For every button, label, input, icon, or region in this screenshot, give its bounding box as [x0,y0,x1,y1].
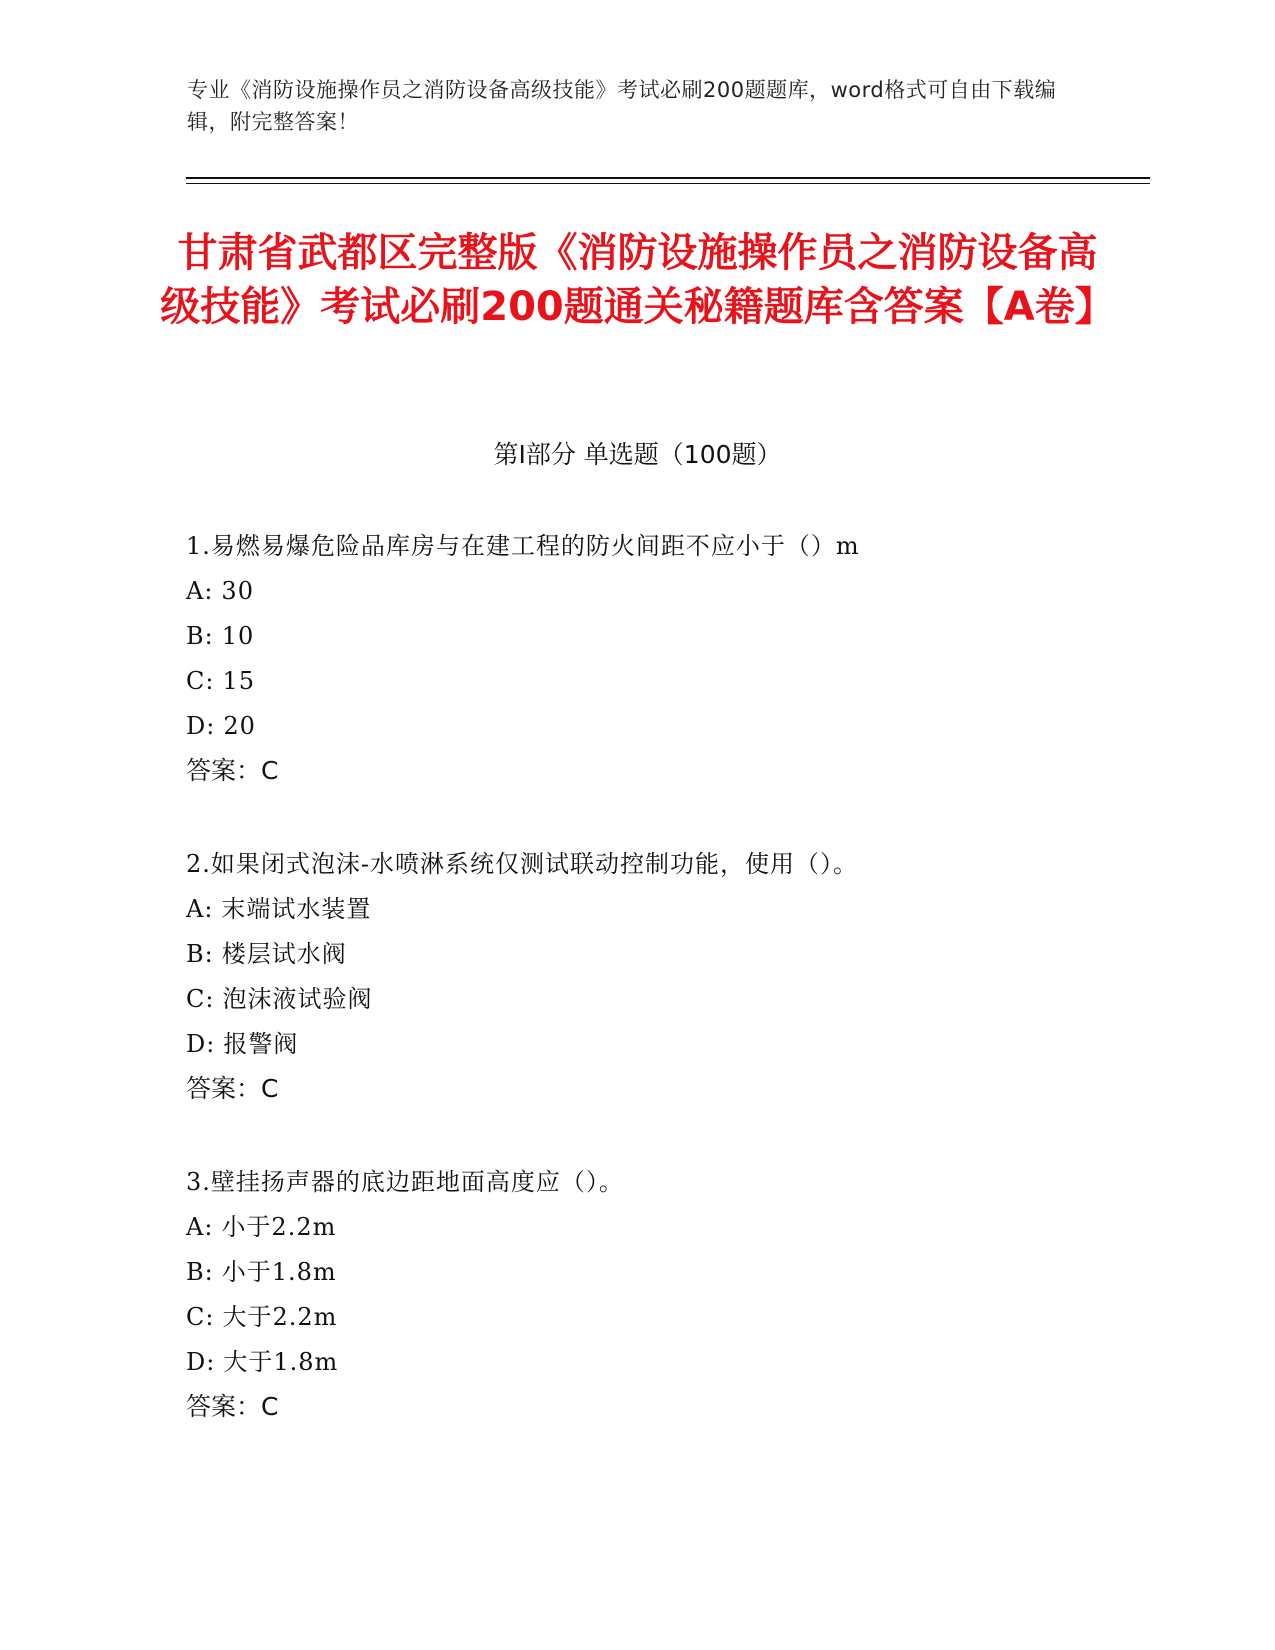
option-text: 末端试水装置 [221,895,372,923]
option-text: 楼层试水阀 [221,940,347,968]
option-text: 报警阀 [223,1030,299,1058]
question-block [186,1165,1136,1435]
answer-line: 答案：C [186,1074,279,1103]
option-text: 30 [221,577,254,605]
option-text: 小于1.8m [221,1258,337,1286]
option-letter: B: [186,1258,214,1286]
header-note: 专业《消防设施操作员之消防设备高级技能》考试必刷200题题库，word格式可自由下载编辑，附完整答案！ [187,78,1057,134]
question-block [186,847,1136,1117]
option-letter: D: [186,712,216,740]
option-text: 10 [221,622,255,650]
option-letter: D: [186,1030,216,1058]
option-a [186,574,1136,619]
section-heading: 第Ⅰ部分 单选题（100题） [493,440,782,469]
option-letter: B: [186,622,214,650]
header-rule-thick [186,177,1150,179]
document-title: 甘肃省武都区完整版《消防设施操作员之消防设备高级技能》考试必刷200题通关秘籍题库含答案【A卷】 [160,230,1115,330]
option-letter: C: [186,1303,215,1331]
question-block [186,529,1136,799]
option-letter: D: [186,1348,216,1376]
answer-line: 答案：C [186,1392,279,1421]
question-stem: 1.易燃易爆危险品库房与在建工程的防火间距不应小于（）m [186,532,860,560]
option-c [186,1300,1136,1345]
option-letter: A: [186,1213,214,1241]
option-letter: A: [186,895,214,923]
option-c [186,982,1136,1027]
option-c [186,664,1136,709]
option-text: 小于2.2m [221,1213,337,1241]
question-stem: 3.壁挂扬声器的底边距地面高度应（）。 [186,1168,624,1196]
answer-line: 答案：C [186,756,279,785]
option-a [186,892,1136,937]
option-a [186,1210,1136,1255]
option-d [186,1027,1136,1072]
header-rule-thin [186,183,1150,184]
option-text: 泡沫液试验阀 [222,985,373,1013]
option-text: 20 [223,712,256,740]
option-letter: B: [186,940,214,968]
option-b [186,1255,1136,1300]
option-d [186,709,1136,754]
option-text: 15 [222,667,255,695]
option-letter: A: [186,577,214,605]
option-text: 大于2.2m [222,1303,338,1331]
option-b [186,937,1136,982]
option-text: 大于1.8m [223,1348,339,1376]
option-d [186,1345,1136,1390]
question-stem: 2.如果闭式泡沫-水喷淋系统仅测试联动控制功能，使用（）。 [186,850,859,878]
option-letter: C: [186,667,215,695]
option-b [186,619,1136,664]
option-letter: C: [186,985,215,1013]
